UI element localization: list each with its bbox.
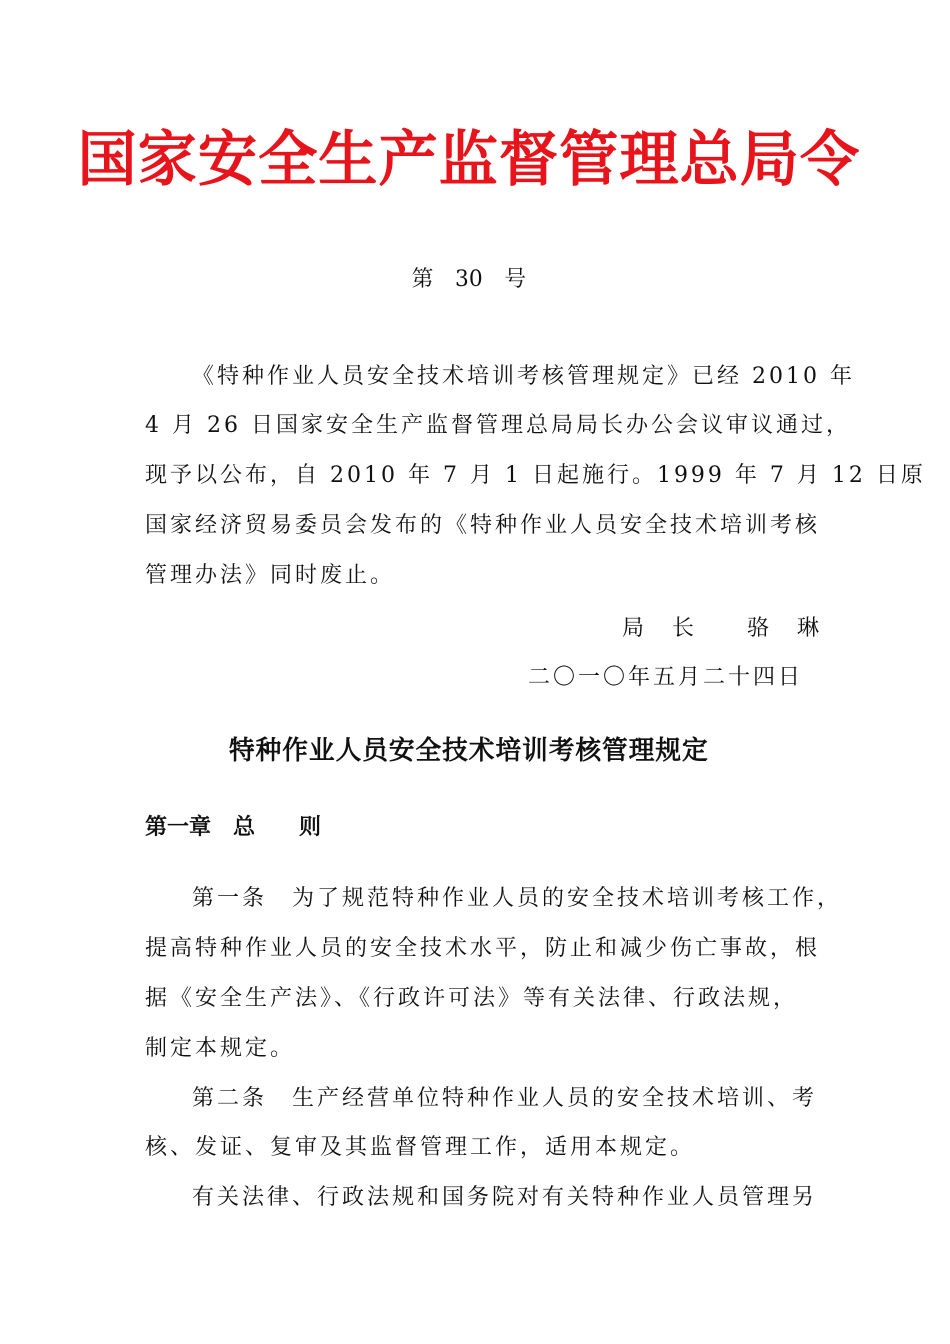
article-2-paragraph-line: 有关法律、行政法规和国务院对有关特种作业人员管理另 bbox=[192, 1185, 818, 1210]
preamble-line: 4 月 26 日国家安全生产监督管理总局局长办公会议审议通过， bbox=[145, 413, 851, 438]
preamble-line: 国家经济贸易委员会发布的《特种作业人员安全技术培训考核 bbox=[145, 513, 821, 538]
regulation-title: 特种作业人员安全技术培训考核管理规定 bbox=[228, 736, 709, 766]
article-1-line: 制定本规定。 bbox=[145, 1036, 296, 1061]
article-1-line: 第一条 为了规范特种作业人员的安全技术培训考核工作， bbox=[192, 886, 843, 911]
preamble-line: 《特种作业人员安全技术培训考核管理规定》已经 2010 年 bbox=[192, 364, 855, 389]
preamble-line: 管理办法》同时废止。 bbox=[145, 563, 396, 588]
signer: 局 长 骆 琳 bbox=[622, 616, 823, 641]
article-2-line: 第二条 生产经营单位特种作业人员的安全技术培训、考 bbox=[192, 1086, 818, 1111]
preamble-line: 现予以公布，自 2010 年 7 月 1 日起施行。1999 年 7 月 12 日原 bbox=[145, 463, 926, 488]
order-number: 第 30 号 bbox=[411, 267, 527, 292]
article-1-line: 据《安全生产法》、《行政许可法》等有关法律、行政法规， bbox=[145, 986, 799, 1011]
article-1-line: 提高特种作业人员的安全技术水平，防止和减少伤亡事故，根 bbox=[145, 936, 821, 961]
order-heading: 国家安全生产监督管理总局令 bbox=[77, 125, 861, 195]
chapter-heading: 第一章 总 则 bbox=[145, 815, 322, 840]
sign-date: 二〇一〇年五月二十四日 bbox=[528, 665, 804, 690]
article-2-line: 核、发证、复审及其监督管理工作，适用本规定。 bbox=[145, 1135, 696, 1160]
